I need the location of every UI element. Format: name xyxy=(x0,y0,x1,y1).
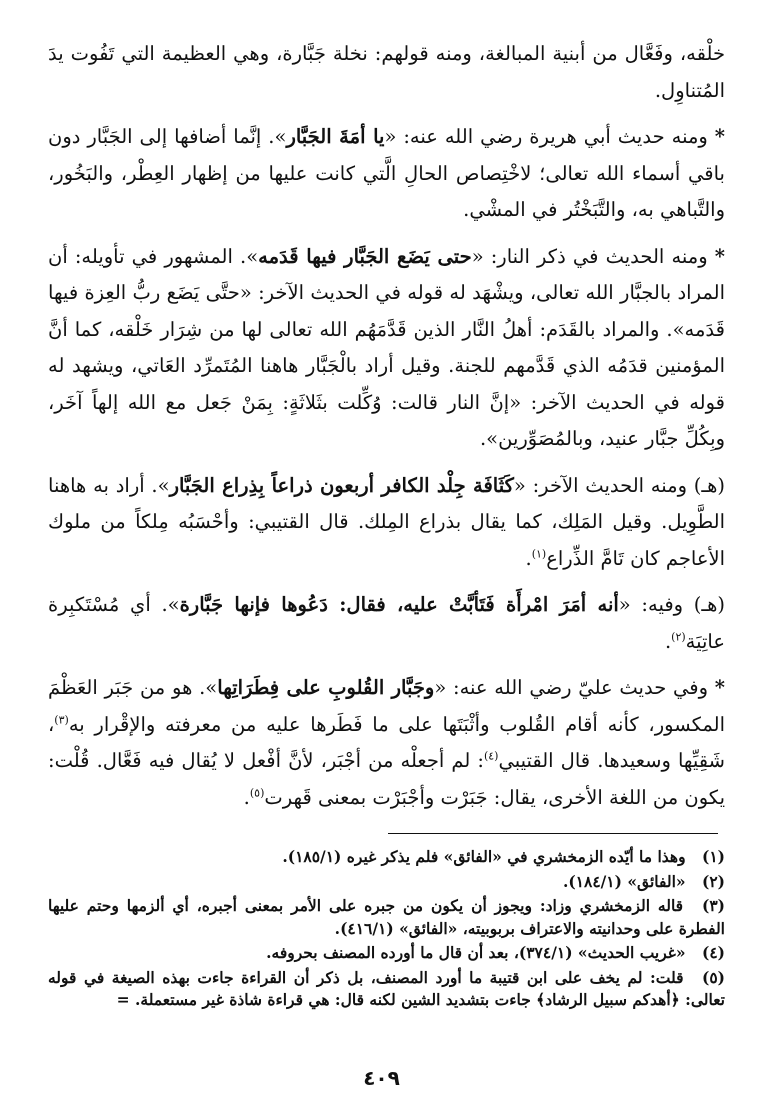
footnote-number: (٤) xyxy=(701,943,725,962)
footnote-number: (٣) xyxy=(701,896,725,915)
hadith-quote: يا أمَةَ الجَبَّار xyxy=(286,125,385,148)
footnote-divider xyxy=(388,833,718,834)
footnote-number: (١) xyxy=(701,847,725,866)
paragraph-text: ومنه الحديث الآخر: « xyxy=(513,473,688,497)
footnote-text: «الفائق» (١٨٤/١). xyxy=(562,871,686,891)
footnote-ref-5: (٥) xyxy=(249,786,265,799)
footnote-5 xyxy=(48,967,725,1012)
paragraph-6 xyxy=(48,670,725,816)
entry-marker: (هـ) xyxy=(693,593,725,616)
footnote-number: (٢) xyxy=(701,871,725,891)
paragraph-text: : لم أجعلْه من أجْبَر، لأنَّ أفْعل لا يُقال فيه فَعَّال. قُلْت: يكون من اللغة الأخرى، يقال: جَبَرْت وأجْبَرْت بمعنى قَهرت xyxy=(48,749,725,809)
entry-star: * xyxy=(714,125,725,148)
footnote-2 xyxy=(48,871,725,894)
hadith-quote: كَثَافَة جِلْد الكافر أربعون ذراعاً بِذِراع الجَبَّار xyxy=(169,473,514,497)
paragraph-5 xyxy=(48,587,725,660)
paragraph-text: ومنه حديث أبي هريرة رضي الله عنه: « xyxy=(384,125,708,148)
paragraph-text: . xyxy=(664,629,672,653)
footnote-ref-4: (٤) xyxy=(483,749,499,763)
footnote-text: قاله الزمخشري وزاد: ويجوز أن يكون من جبره على الأمر بمعنى أجبره، أي ألزمها وحتم عليها الفطرة على وحدانيته والاعتراف بربوبيته، «الفائق» (٤١٦/١). xyxy=(48,896,725,938)
paragraph-text: . xyxy=(243,785,250,809)
footnote-text: وهذا ما أيّده الزمخشري في «الفائق» فلم يذكر غيره (١٨٥/١). xyxy=(282,847,686,866)
hadith-quote: وجَبَّار القُلوبِ على فِطَرَاتِها xyxy=(217,676,435,699)
hadith-quote: حتى يَضَع الجَبَّار فيها قَدَمه xyxy=(258,244,472,268)
paragraph-2 xyxy=(48,119,725,229)
paragraph-text: ». هو من جَبَر العَظْمَ المكسور، كأنه أقام القُلوب وأثْبَتَها على ما فَطَرها عليه من معرفته والإقْرار به xyxy=(48,676,725,736)
paragraph-text: ». إنَّما أضافها إلى الجَبَّار دون باقي أسماء الله تعالى؛ لاخْتِصاص الحالِ الَّتي كانت عليها من إظهار العِطْر، والبَخُور، والتَّباهي به، والتَّبَخْتُر في المشْي. xyxy=(48,125,725,221)
footnote-ref-1: (١) xyxy=(531,547,547,560)
paragraph-1 xyxy=(48,36,725,109)
paragraph-4 xyxy=(48,468,725,578)
footnotes xyxy=(48,846,725,1014)
footnote-1 xyxy=(48,846,725,869)
hadith-quote: أنه أمَرَ امْرأَة فَتَأبَّتْ عليه، فقال: دَعُوها فإنها جَبَّارة xyxy=(179,593,619,616)
entry-star: * xyxy=(714,676,725,699)
page-number: ٤٠٩ xyxy=(363,1066,400,1090)
paragraph-text: ، شَقِيِّها وسعيدها. قال القتيبي xyxy=(48,712,725,772)
footnote-3 xyxy=(48,895,725,940)
paragraph-text: . xyxy=(525,546,532,570)
footnote-4 xyxy=(48,942,725,965)
paragraph-text: ». المشهور في تأويله: أن المراد بالجبَّار الله تعالى، ويشْهَد له قوله في الحديث الآخر: «حتَّى يَضَع ربُّ العِزة فيها قَدَمه». والمراد بالقَدَم: أهلُ النَّار الذين قَدَّمَهُم الله تعالى لها من شِرَار خَلْقه، كما أنَّ المؤمنين قدَمُه الذي قَدَّمهم للجنة. وقيل أراد بالْجَبَّار هاهنا المُتَمرِّد العَاتي، ويشهد له قوله في الحديث الآخر: «إنَّ النار قالت: وُكِّلت بثَلاثَةٍ: بِمَنْ جَعل مع الله إلهاً آخَر، وبِكُلِّ جبَّار عنيد، وبالمُصَوِّرين». xyxy=(48,244,725,450)
paragraph-text: ». أراد به هاهنا الطَّوِيل. وقيل المَلِك، كما يقال بذراع المِلك. قال القتيبي: وأحْسَبُه مِلكاً من ملوك الأعاجم كان تَامَّ الذِّراع xyxy=(48,473,725,570)
paragraph-text: وفي حديث عليّ رضي الله عنه: « xyxy=(434,676,709,699)
footnote-ref-3: (٣) xyxy=(54,713,69,726)
paragraph-3 xyxy=(48,239,725,458)
footnote-text: قلت: لم يخف على ابن قتيبة ما أورد المصنف، بل ذكر أن القراءة جاءت بهذه الصيغة في قوله تعالى: ﴿أهدكم سبيل الرشاد﴾ جاءت بتشديد الشين لكنه قال: هي قراءة شاذة غير مستعملة. = xyxy=(48,967,725,1009)
entry-star: * xyxy=(714,244,725,268)
paragraph-text: وفيه: « xyxy=(618,593,684,616)
paragraph-text: ». أي مُسْتَكبِرة عاتِيَة xyxy=(48,593,725,653)
footnote-text: «غريب الحديث» (٣٧٤/١)، بعد أن قال ما أورده المصنف بحروفه. xyxy=(266,943,686,962)
entry-marker: (هـ) xyxy=(693,473,725,497)
paragraph-text: خلْقه، وفَعَّال من أبنية المبالغة، ومنه قولهم: نخلة جَبَّارة، وهي العظيمة التي تَفُوت يدَ المُتناوِل. xyxy=(48,42,725,102)
paragraph-text: ومنه الحديث في ذكر النار: « xyxy=(471,244,708,268)
footnote-number: (٥) xyxy=(701,967,725,987)
footnote-ref-2: (٢) xyxy=(671,630,686,643)
main-text xyxy=(48,36,725,826)
